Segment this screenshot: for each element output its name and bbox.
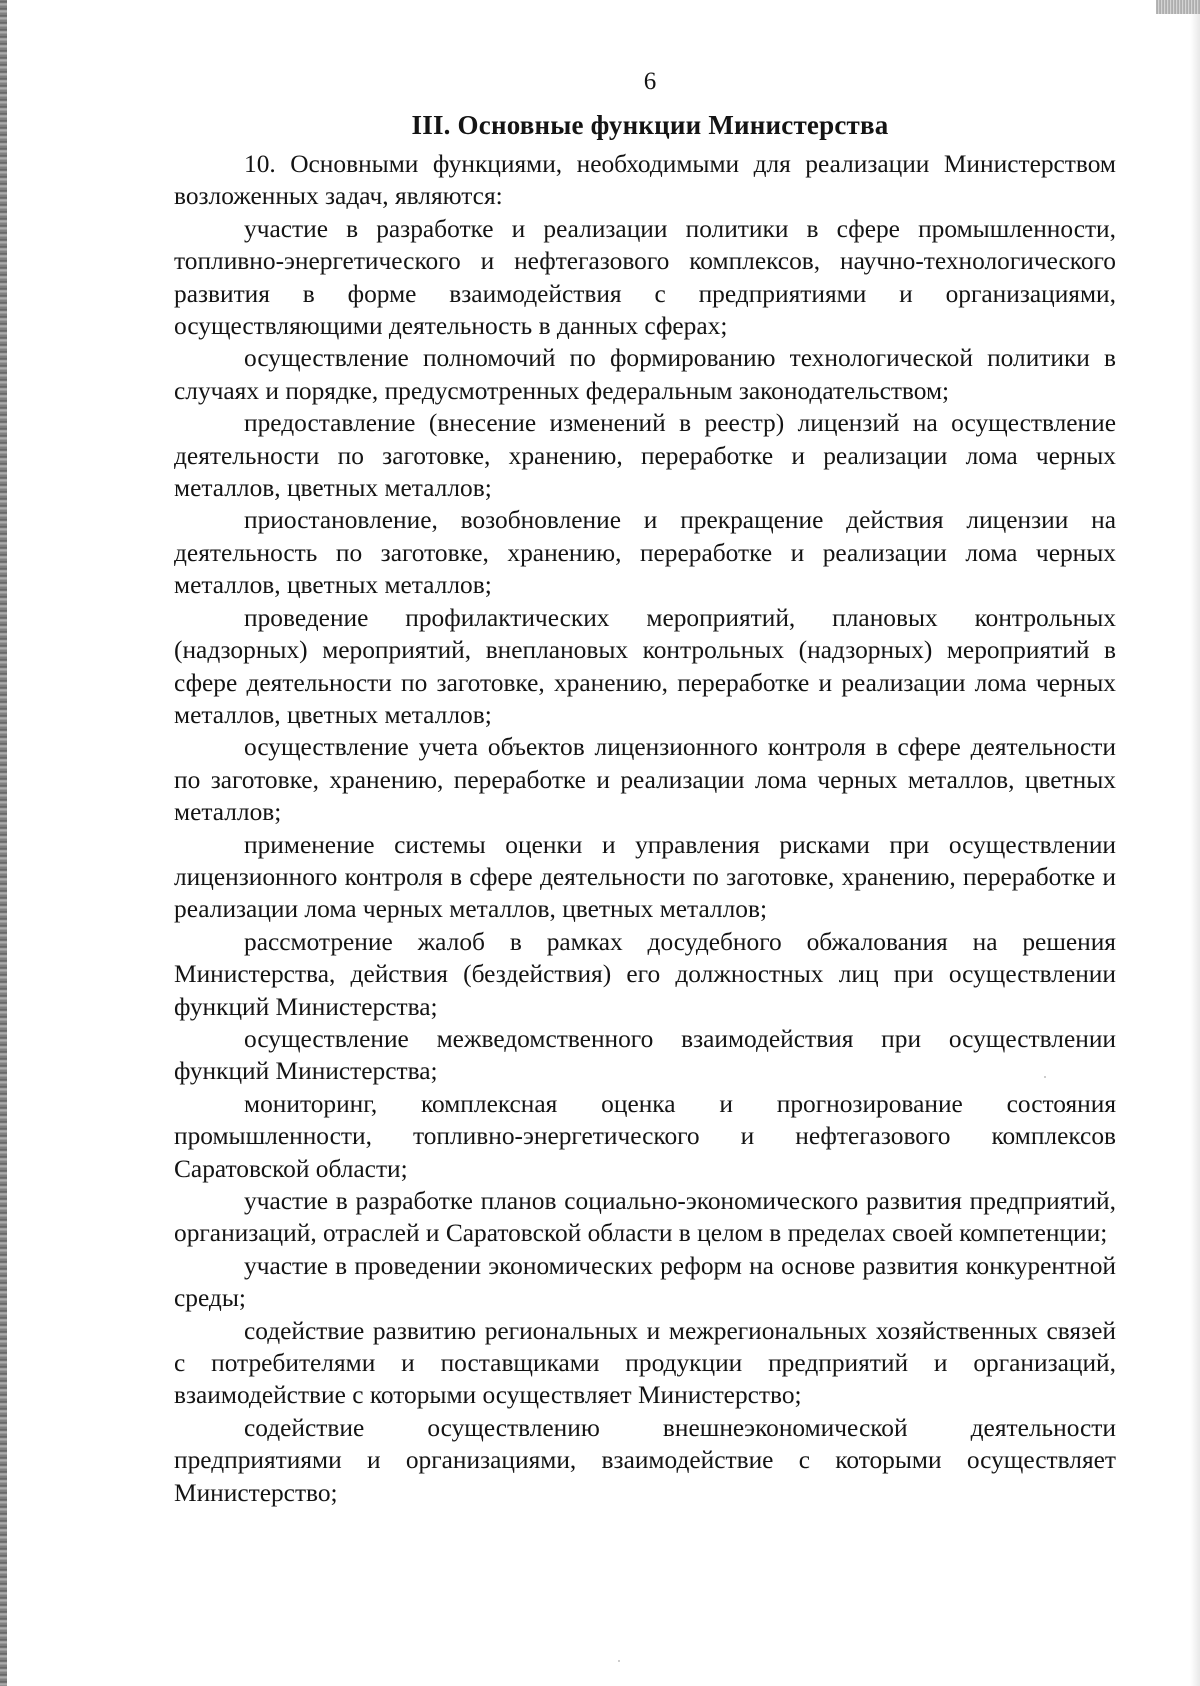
document-body [174, 148, 1116, 1509]
scan-speck [618, 1660, 620, 1662]
paragraph-function: осуществление межведомственного взаимодействия при осуществлении функций Министерства; [174, 1024, 1116, 1086]
page-number: 6 [643, 68, 657, 95]
scan-edge-left [0, 0, 7, 1686]
section-heading: III. Основные функции Министерства [411, 110, 889, 140]
paragraph-intro: 10. Основными функциями, необходимыми для реализации Министерством возложенных задач, являются: [174, 150, 1116, 211]
paragraph-function: содействие осуществлению внешнеэкономической деятельности предприятиями и организациями, взаимодействие с которыми осуществляет Министерство; [174, 1413, 1116, 1507]
paragraph-function: участие в проведении экономических реформ на основе развития конкурентной среды; [174, 1251, 1116, 1313]
paragraph-function: применение системы оценки и управления рисками при осуществлении лицензионного контроля в сфере деятельности по заготовке, хранению, переработке и реализации лома черных металлов, цветных металлов; [174, 830, 1116, 924]
scan-edge-right [1190, 0, 1200, 1686]
paragraph-function: участие в разработке планов социально-экономического развития предприятий, организаций, отраслей и Саратовской области в целом в пределах своей компетенции; [174, 1187, 1116, 1248]
paragraph-function: содействие развитию региональных и межрегиональных хозяйственных связей с потребителями и поставщиками продукции предприятий и организаций, взаимодействие с которыми осуществляет Министерство; [174, 1316, 1116, 1410]
scan-speck [1044, 1076, 1046, 1078]
paragraph-function: предоставление (внесение изменений в реестр) лицензий на осуществление деятельности по заготовке, хранению, переработке и реализации лома черных металлов, цветных металлов; [174, 409, 1116, 503]
paragraph-function: проведение профилактических мероприятий, плановых контрольных (надзорных) мероприятий, внеплановых контрольных (надзорных) мероприятий в сфере деятельности по заготовке, хранению, переработке и реализации лома черных металлов, цветных металлов; [174, 603, 1116, 729]
paragraph-function: участие в разработке и реализации политики в сфере промышленности, топливно-энергетического и нефтегазового комплексов, научно-технологического развития в форме взаимодействия с предприятиями и организациями, осуществляющими деятельность в данных сферах; [174, 214, 1116, 341]
paragraph-function: рассмотрение жалоб в рамках досудебного обжалования на решения Министерства, действия (бездействия) его должностных лиц при осуществлении функций Министерства; [174, 927, 1116, 1021]
paragraph-function: осуществление учета объектов лицензионного контроля в сфере деятельности по заготовке, хранению, переработке и реализации лома черных металлов, цветных металлов; [174, 733, 1116, 827]
paragraph-function: осуществление полномочий по формированию технологической политики в случаях и порядке, предусмотренных федеральным законодательством; [174, 344, 1116, 405]
paragraph-function: приостановление, возобновление и прекращение действия лицензии на деятельность по заготовке, хранению, переработке и реализации лома черных металлов, цветных металлов; [174, 506, 1116, 600]
scan-edge-top-right [1156, 0, 1200, 14]
paragraph-function: мониторинг, комплексная оценка и прогнозирование состояния промышленности, топливно-энергетического и нефтегазового комплексов Саратовской области; [174, 1089, 1116, 1183]
